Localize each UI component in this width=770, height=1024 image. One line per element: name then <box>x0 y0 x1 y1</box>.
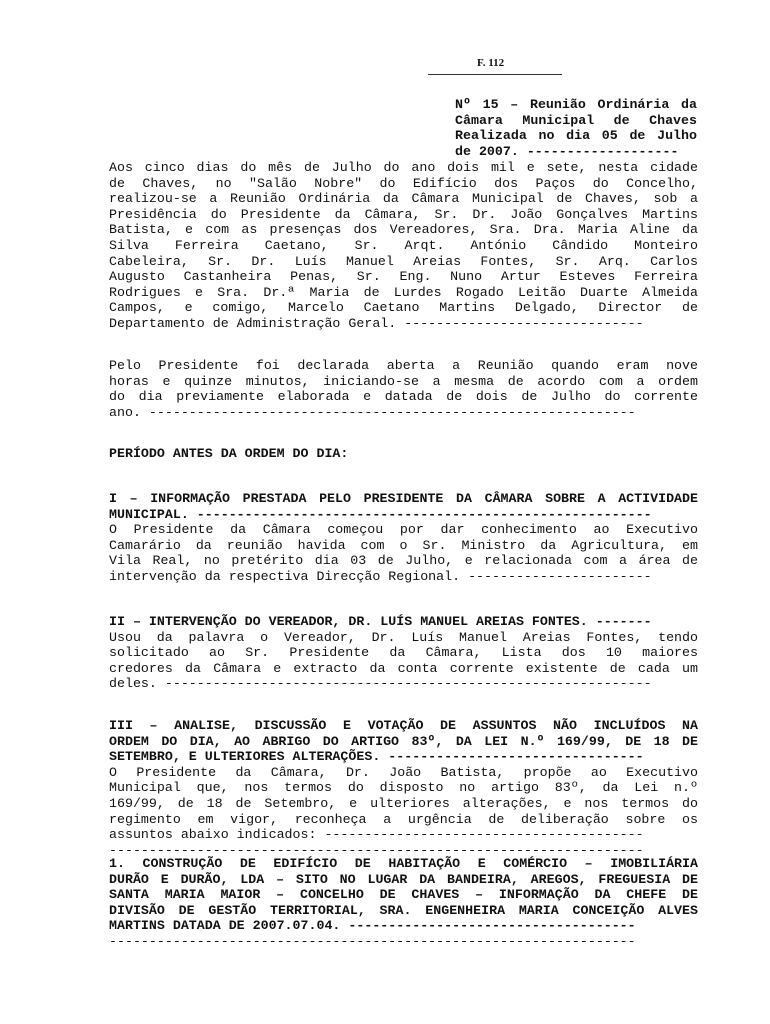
section-title-line: II – INTERVENÇÃO DO VEREADOR, DR. LUÍS MANUEL AREIAS FONTES. ------- <box>109 614 652 629</box>
text-line: Usou da palavra o Vereador, Dr. Luís Manuel Areias Fontes, tendo <box>109 629 698 645</box>
text-line: deles. ------------------------------------------------------------- <box>109 676 652 692</box>
page-number: F. 112 <box>477 57 505 69</box>
text-line: ------------------------------------------------------------------ <box>109 933 636 949</box>
text-line: Camarário da reunião havida com o Sr. Ministro da Agricultura, em <box>109 537 698 553</box>
opening-paragraph <box>109 160 698 332</box>
text-line: ------------------------------------------------------------------- <box>109 842 644 858</box>
text-line: Aos cinco dias do mês de Julho do ano dois mil e sete, nesta cidade <box>109 160 698 175</box>
text-line: credores da Câmara e extracto da conta corrente existente de cada um <box>109 660 698 676</box>
text-line: horas e quinze minutos, iniciando-se a mesma de acordo com a ordem <box>109 373 698 389</box>
text-line: O Presidente da Câmara, Dr. João Batista, propõe ao Executivo <box>109 764 698 780</box>
section-2 <box>109 614 698 692</box>
text-line: de Chaves, no "Salão Nobre" do Edifício dos Paços do Concelho, <box>109 175 698 191</box>
section-title-line: ORDEM DO DIA, AO ABRIGO DO ARTIGO 83º, DA LEI N.º 169/99, DE 18 DE <box>109 733 698 749</box>
text-line: Batista, e com as presenças dos Vereadores, Sra. Dra. Maria Aline da <box>109 222 698 238</box>
item-title-line: DURÃO E DURÃO, LDA – SITO NO LUGAR DA BANDEIRA, AREGOS, FREGUESIA DE <box>109 871 698 887</box>
item-title-line: 1. CONSTRUÇÃO DE EDIFÍCIO DE HABITAÇÃO E COMÉRCIO – IMOBILIÁRIA <box>109 856 698 871</box>
text-line: Augusto Castanheira Penas, Sr. Eng. Nuno Artur Esteves Ferreira <box>109 269 698 285</box>
text-line: assuntos abaixo indicados: ---------------------------------------- <box>109 827 644 843</box>
heading-line: de 2007. ------------------- <box>455 143 679 159</box>
text-line: Municipal que, nos termos do disposto no artigo 83º, da Lei n.º <box>109 780 698 796</box>
text-line: regimento em vigor, reconheça a urgência de deliberação sobre os <box>109 811 698 827</box>
text-line: Rodrigues e Sra. Dr.ª Maria de Lurdes Rogado Leitão Duarte Almeida <box>109 284 698 300</box>
item-title-line: MARTINS DATADA DE 2007.07.04. ------------------------------------ <box>109 918 636 934</box>
text-line: O Presidente da Câmara começou por dar conhecimento ao Executivo <box>109 522 698 538</box>
section-heading-line: PERÍODO ANTES DA ORDEM DO DIA: <box>109 446 349 461</box>
opening-declaration-paragraph <box>109 358 698 420</box>
text-line: do dia previamente elaborada e datada de dois de Julho do corrente <box>109 389 698 405</box>
item-1 <box>109 856 698 950</box>
page-number-rule <box>428 74 562 75</box>
text-line: intervenção da respectiva Direcção Regional. ----------------------- <box>109 568 652 584</box>
section-title-line: MUNICIPAL. --------------------------------------------------------- <box>109 506 652 522</box>
section-title-line: I – INFORMAÇÃO PRESTADA PELO PRESIDENTE DA CÂMARA SOBRE A ACTIVIDADE <box>109 491 698 506</box>
heading-line: Câmara Municipal de Chaves <box>455 112 697 128</box>
text-line: 169/99, de 18 de Setembro, e ulteriores alterações, e nos termos do <box>109 795 698 811</box>
text-line: Pelo Presidente foi declarada aberta a Reunião quando eram nove <box>109 358 698 373</box>
text-line: Silva Ferreira Caetano, Sr. Arqt. António Cândido Monteiro <box>109 237 698 253</box>
text-line: solicitado ao Sr. Presidente da Câmara, Lista dos 10 maiores <box>109 645 698 661</box>
item-title-line: SANTA MARIA MAIOR – CONCELHO DE CHAVES – INFORMAÇÃO DA CHEFE DE <box>109 887 698 903</box>
text-line: realizou-se a Reunião Ordinária da Câmara Municipal de Chaves, sob a <box>109 191 698 207</box>
period-title <box>109 446 698 462</box>
item-title-line: DIVISÃO DE GESTÃO TERRITORIAL, SRA. ENGENHEIRA MARIA CONCEIÇÃO ALVES <box>109 902 698 918</box>
heading-line: Nº 15 – Reunião Ordinária da <box>455 97 697 112</box>
section-title-line: III – ANALISE, DISCUSSÃO E VOTAÇÃO DE ASSUNTOS NÃO INCLUÍDOS NA <box>109 718 698 733</box>
section-3 <box>109 718 698 858</box>
text-line: Departamento de Administração Geral. ------------------------------ <box>109 315 644 331</box>
text-line: ano. ------------------------------------------------------------- <box>109 404 636 420</box>
text-line: Campos, e comigo, Marcelo Caetano Martins Delgado, Director de <box>109 300 698 316</box>
text-line: Presidência do Presidente da Câmara, Sr. Dr. João Gonçalves Martins <box>109 206 698 222</box>
section-1 <box>109 491 698 585</box>
meeting-heading <box>455 97 697 159</box>
heading-line: Realizada no dia 05 de Julho <box>455 128 697 144</box>
text-line: Vila Real, no pretérito dia 03 de Julho, e relacionada com a área de <box>109 553 698 569</box>
text-line: Cabeleira, Sr. Dr. Luís Manuel Areias Fontes, Sr. Arq. Carlos <box>109 253 698 269</box>
section-title-line: SETEMBRO, E ULTERIORES ALTERAÇÕES. -------------------------------- <box>109 749 644 765</box>
